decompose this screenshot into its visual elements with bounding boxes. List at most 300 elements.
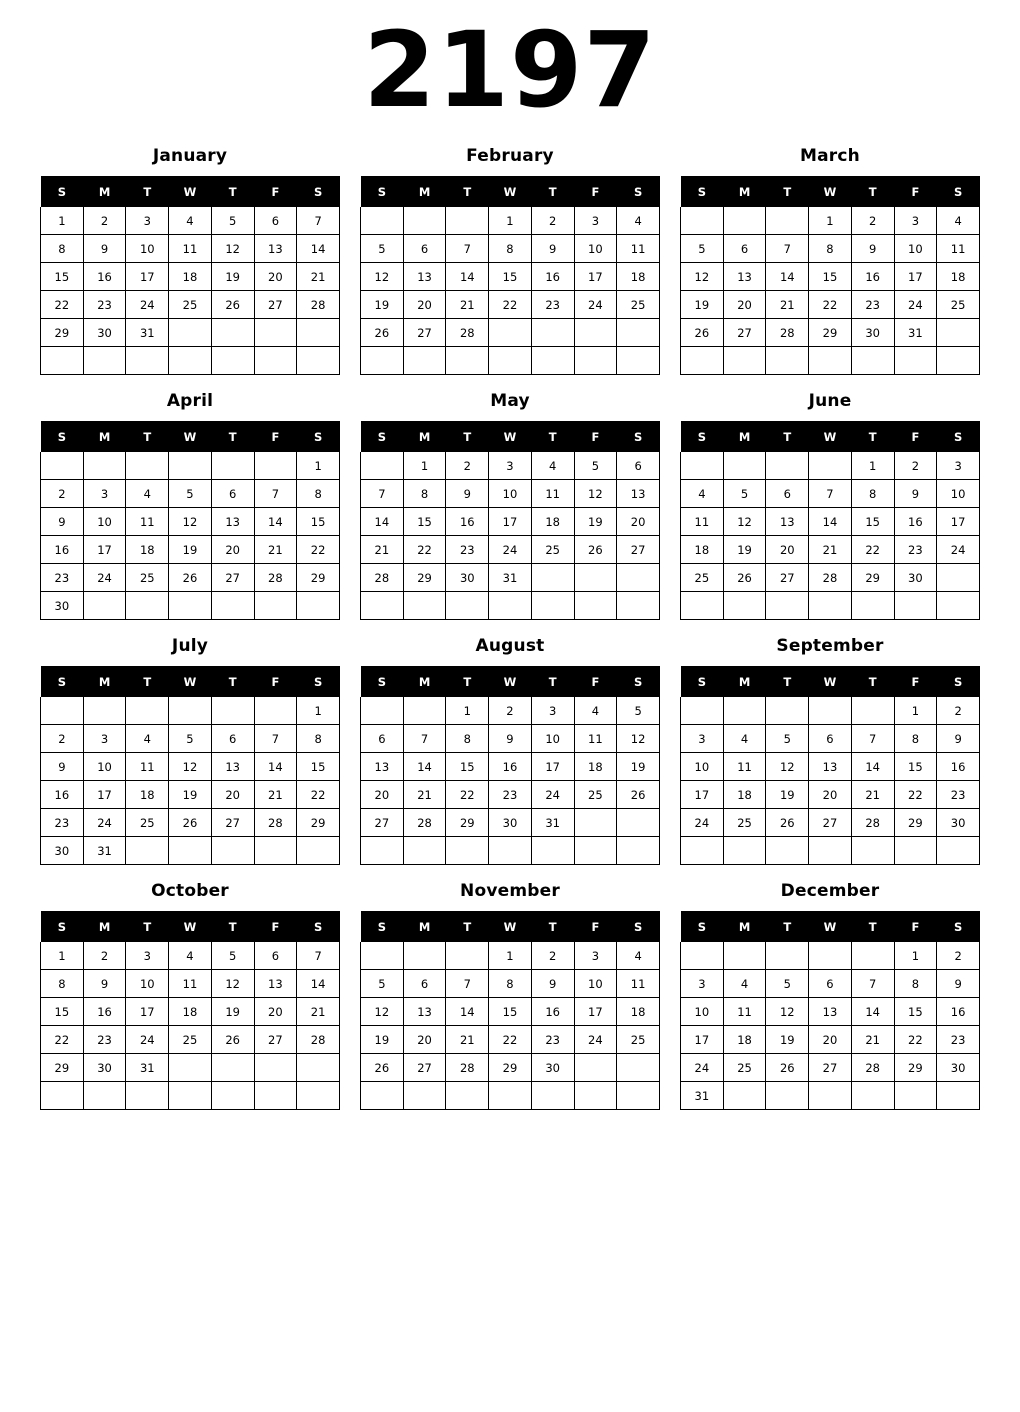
- day-cell[interactable]: 30: [83, 319, 126, 347]
- day-cell[interactable]: 15: [403, 508, 446, 536]
- day-cell[interactable]: 3: [574, 942, 617, 970]
- day-cell[interactable]: 21: [766, 291, 809, 319]
- day-cell[interactable]: 8: [489, 970, 532, 998]
- day-cell[interactable]: 6: [617, 452, 660, 480]
- day-cell[interactable]: 1: [809, 207, 852, 235]
- day-cell[interactable]: 15: [809, 263, 852, 291]
- day-cell[interactable]: 7: [254, 725, 297, 753]
- day-cell[interactable]: 15: [894, 998, 937, 1026]
- day-cell[interactable]: 26: [211, 1026, 254, 1054]
- day-cell[interactable]: 10: [937, 480, 980, 508]
- day-cell[interactable]: 21: [361, 536, 404, 564]
- day-cell[interactable]: 11: [681, 508, 724, 536]
- day-cell[interactable]: 8: [851, 480, 894, 508]
- day-cell[interactable]: 14: [297, 235, 340, 263]
- day-cell[interactable]: 16: [531, 998, 574, 1026]
- day-cell[interactable]: 4: [126, 725, 169, 753]
- day-cell[interactable]: 3: [126, 942, 169, 970]
- day-cell[interactable]: 22: [851, 536, 894, 564]
- day-cell[interactable]: 24: [83, 809, 126, 837]
- day-cell[interactable]: 18: [723, 781, 766, 809]
- day-cell[interactable]: 6: [211, 480, 254, 508]
- day-cell[interactable]: 24: [126, 1026, 169, 1054]
- day-cell[interactable]: 8: [489, 235, 532, 263]
- day-cell[interactable]: 25: [723, 809, 766, 837]
- day-cell[interactable]: 15: [446, 753, 489, 781]
- day-cell[interactable]: 13: [617, 480, 660, 508]
- day-cell[interactable]: 15: [297, 753, 340, 781]
- day-cell[interactable]: 1: [297, 452, 340, 480]
- day-cell[interactable]: 9: [531, 235, 574, 263]
- day-cell[interactable]: 10: [126, 235, 169, 263]
- day-cell[interactable]: 26: [617, 781, 660, 809]
- day-cell[interactable]: 4: [169, 207, 212, 235]
- day-cell[interactable]: 27: [211, 564, 254, 592]
- day-cell[interactable]: 23: [446, 536, 489, 564]
- day-cell[interactable]: 3: [574, 207, 617, 235]
- day-cell[interactable]: 25: [169, 291, 212, 319]
- day-cell[interactable]: 27: [403, 319, 446, 347]
- day-cell[interactable]: 1: [403, 452, 446, 480]
- day-cell[interactable]: 5: [211, 942, 254, 970]
- day-cell[interactable]: 28: [766, 319, 809, 347]
- day-cell[interactable]: 6: [254, 942, 297, 970]
- day-cell[interactable]: 29: [809, 319, 852, 347]
- day-cell[interactable]: 23: [851, 291, 894, 319]
- day-cell[interactable]: 18: [723, 1026, 766, 1054]
- day-cell[interactable]: 1: [41, 207, 84, 235]
- day-cell[interactable]: 7: [446, 235, 489, 263]
- day-cell[interactable]: 10: [83, 508, 126, 536]
- day-cell[interactable]: 29: [894, 809, 937, 837]
- day-cell[interactable]: 2: [489, 697, 532, 725]
- day-cell[interactable]: 23: [83, 291, 126, 319]
- day-cell[interactable]: 20: [809, 781, 852, 809]
- day-cell[interactable]: 25: [169, 1026, 212, 1054]
- day-cell[interactable]: 19: [211, 263, 254, 291]
- day-cell[interactable]: 5: [361, 235, 404, 263]
- day-cell[interactable]: 16: [489, 753, 532, 781]
- day-cell[interactable]: 7: [446, 970, 489, 998]
- day-cell[interactable]: 13: [211, 753, 254, 781]
- day-cell[interactable]: 21: [851, 1026, 894, 1054]
- day-cell[interactable]: 23: [937, 1026, 980, 1054]
- day-cell[interactable]: 20: [211, 781, 254, 809]
- day-cell[interactable]: 15: [297, 508, 340, 536]
- day-cell[interactable]: 30: [937, 809, 980, 837]
- day-cell[interactable]: 16: [41, 536, 84, 564]
- day-cell[interactable]: 22: [489, 291, 532, 319]
- day-cell[interactable]: 28: [851, 809, 894, 837]
- day-cell[interactable]: 13: [254, 235, 297, 263]
- day-cell[interactable]: 20: [766, 536, 809, 564]
- day-cell[interactable]: 15: [41, 998, 84, 1026]
- day-cell[interactable]: 14: [403, 753, 446, 781]
- day-cell[interactable]: 5: [574, 452, 617, 480]
- day-cell[interactable]: 23: [41, 809, 84, 837]
- day-cell[interactable]: 23: [531, 1026, 574, 1054]
- day-cell[interactable]: 31: [83, 837, 126, 865]
- day-cell[interactable]: 5: [211, 207, 254, 235]
- day-cell[interactable]: 24: [681, 1054, 724, 1082]
- day-cell[interactable]: 1: [446, 697, 489, 725]
- day-cell[interactable]: 19: [617, 753, 660, 781]
- day-cell[interactable]: 30: [83, 1054, 126, 1082]
- day-cell[interactable]: 9: [41, 753, 84, 781]
- day-cell[interactable]: 26: [766, 809, 809, 837]
- day-cell[interactable]: 30: [851, 319, 894, 347]
- day-cell[interactable]: 11: [937, 235, 980, 263]
- day-cell[interactable]: 25: [617, 1026, 660, 1054]
- day-cell[interactable]: 25: [531, 536, 574, 564]
- day-cell[interactable]: 13: [809, 753, 852, 781]
- day-cell[interactable]: 13: [403, 998, 446, 1026]
- day-cell[interactable]: 21: [254, 781, 297, 809]
- day-cell[interactable]: 4: [617, 207, 660, 235]
- day-cell[interactable]: 7: [254, 480, 297, 508]
- day-cell[interactable]: 30: [489, 809, 532, 837]
- day-cell[interactable]: 12: [681, 263, 724, 291]
- day-cell[interactable]: 3: [937, 452, 980, 480]
- day-cell[interactable]: 7: [851, 970, 894, 998]
- day-cell[interactable]: 17: [681, 1026, 724, 1054]
- day-cell[interactable]: 20: [361, 781, 404, 809]
- day-cell[interactable]: 20: [254, 998, 297, 1026]
- day-cell[interactable]: 23: [41, 564, 84, 592]
- day-cell[interactable]: 21: [446, 1026, 489, 1054]
- day-cell[interactable]: 29: [297, 564, 340, 592]
- day-cell[interactable]: 3: [83, 480, 126, 508]
- day-cell[interactable]: 8: [403, 480, 446, 508]
- day-cell[interactable]: 27: [403, 1054, 446, 1082]
- day-cell[interactable]: 22: [403, 536, 446, 564]
- day-cell[interactable]: 15: [851, 508, 894, 536]
- day-cell[interactable]: 8: [446, 725, 489, 753]
- day-cell[interactable]: 23: [937, 781, 980, 809]
- day-cell[interactable]: 12: [766, 998, 809, 1026]
- day-cell[interactable]: 7: [766, 235, 809, 263]
- day-cell[interactable]: 17: [126, 998, 169, 1026]
- day-cell[interactable]: 9: [83, 235, 126, 263]
- day-cell[interactable]: 22: [809, 291, 852, 319]
- day-cell[interactable]: 22: [41, 291, 84, 319]
- day-cell[interactable]: 3: [894, 207, 937, 235]
- day-cell[interactable]: 2: [41, 725, 84, 753]
- day-cell[interactable]: 26: [211, 291, 254, 319]
- day-cell[interactable]: 23: [83, 1026, 126, 1054]
- day-cell[interactable]: 13: [254, 970, 297, 998]
- day-cell[interactable]: 17: [489, 508, 532, 536]
- day-cell[interactable]: 28: [254, 564, 297, 592]
- day-cell[interactable]: 19: [169, 781, 212, 809]
- day-cell[interactable]: 1: [489, 207, 532, 235]
- day-cell[interactable]: 29: [489, 1054, 532, 1082]
- day-cell[interactable]: 15: [489, 998, 532, 1026]
- day-cell[interactable]: 20: [403, 291, 446, 319]
- day-cell[interactable]: 26: [574, 536, 617, 564]
- day-cell[interactable]: 16: [894, 508, 937, 536]
- day-cell[interactable]: 18: [937, 263, 980, 291]
- day-cell[interactable]: 15: [489, 263, 532, 291]
- day-cell[interactable]: 19: [361, 1026, 404, 1054]
- day-cell[interactable]: 26: [361, 1054, 404, 1082]
- day-cell[interactable]: 18: [531, 508, 574, 536]
- day-cell[interactable]: 26: [169, 564, 212, 592]
- day-cell[interactable]: 31: [681, 1082, 724, 1110]
- day-cell[interactable]: 5: [766, 725, 809, 753]
- day-cell[interactable]: 6: [254, 207, 297, 235]
- day-cell[interactable]: 19: [723, 536, 766, 564]
- day-cell[interactable]: 16: [446, 508, 489, 536]
- day-cell[interactable]: 23: [531, 291, 574, 319]
- day-cell[interactable]: 22: [894, 781, 937, 809]
- day-cell[interactable]: 19: [766, 1026, 809, 1054]
- day-cell[interactable]: 2: [446, 452, 489, 480]
- day-cell[interactable]: 9: [83, 970, 126, 998]
- day-cell[interactable]: 18: [126, 781, 169, 809]
- day-cell[interactable]: 24: [574, 291, 617, 319]
- day-cell[interactable]: 19: [361, 291, 404, 319]
- day-cell[interactable]: 1: [894, 697, 937, 725]
- day-cell[interactable]: 10: [574, 235, 617, 263]
- day-cell[interactable]: 2: [41, 480, 84, 508]
- day-cell[interactable]: 18: [681, 536, 724, 564]
- day-cell[interactable]: 11: [617, 235, 660, 263]
- day-cell[interactable]: 31: [489, 564, 532, 592]
- day-cell[interactable]: 26: [681, 319, 724, 347]
- day-cell[interactable]: 29: [41, 1054, 84, 1082]
- day-cell[interactable]: 4: [617, 942, 660, 970]
- day-cell[interactable]: 4: [723, 970, 766, 998]
- day-cell[interactable]: 13: [723, 263, 766, 291]
- day-cell[interactable]: 9: [937, 970, 980, 998]
- day-cell[interactable]: 11: [723, 998, 766, 1026]
- day-cell[interactable]: 8: [297, 480, 340, 508]
- day-cell[interactable]: 16: [937, 998, 980, 1026]
- day-cell[interactable]: 22: [894, 1026, 937, 1054]
- day-cell[interactable]: 11: [531, 480, 574, 508]
- day-cell[interactable]: 13: [809, 998, 852, 1026]
- day-cell[interactable]: 9: [489, 725, 532, 753]
- day-cell[interactable]: 1: [851, 452, 894, 480]
- day-cell[interactable]: 30: [894, 564, 937, 592]
- day-cell[interactable]: 6: [403, 970, 446, 998]
- day-cell[interactable]: 18: [169, 263, 212, 291]
- day-cell[interactable]: 27: [723, 319, 766, 347]
- day-cell[interactable]: 12: [766, 753, 809, 781]
- day-cell[interactable]: 7: [403, 725, 446, 753]
- day-cell[interactable]: 6: [403, 235, 446, 263]
- day-cell[interactable]: 12: [211, 970, 254, 998]
- day-cell[interactable]: 19: [169, 536, 212, 564]
- day-cell[interactable]: 14: [446, 263, 489, 291]
- day-cell[interactable]: 6: [361, 725, 404, 753]
- day-cell[interactable]: 27: [361, 809, 404, 837]
- day-cell[interactable]: 12: [361, 263, 404, 291]
- day-cell[interactable]: 2: [851, 207, 894, 235]
- day-cell[interactable]: 12: [169, 508, 212, 536]
- day-cell[interactable]: 4: [531, 452, 574, 480]
- day-cell[interactable]: 12: [211, 235, 254, 263]
- day-cell[interactable]: 29: [894, 1054, 937, 1082]
- day-cell[interactable]: 30: [531, 1054, 574, 1082]
- day-cell[interactable]: 17: [83, 781, 126, 809]
- day-cell[interactable]: 15: [41, 263, 84, 291]
- day-cell[interactable]: 2: [894, 452, 937, 480]
- day-cell[interactable]: 11: [169, 235, 212, 263]
- day-cell[interactable]: 18: [574, 753, 617, 781]
- day-cell[interactable]: 31: [894, 319, 937, 347]
- day-cell[interactable]: 24: [574, 1026, 617, 1054]
- day-cell[interactable]: 18: [126, 536, 169, 564]
- day-cell[interactable]: 28: [403, 809, 446, 837]
- day-cell[interactable]: 24: [531, 781, 574, 809]
- day-cell[interactable]: 8: [41, 235, 84, 263]
- day-cell[interactable]: 23: [894, 536, 937, 564]
- day-cell[interactable]: 3: [681, 725, 724, 753]
- day-cell[interactable]: 25: [126, 809, 169, 837]
- day-cell[interactable]: 21: [254, 536, 297, 564]
- day-cell[interactable]: 6: [723, 235, 766, 263]
- day-cell[interactable]: 16: [41, 781, 84, 809]
- day-cell[interactable]: 28: [361, 564, 404, 592]
- day-cell[interactable]: 28: [809, 564, 852, 592]
- day-cell[interactable]: 29: [41, 319, 84, 347]
- day-cell[interactable]: 4: [681, 480, 724, 508]
- day-cell[interactable]: 12: [361, 998, 404, 1026]
- day-cell[interactable]: 18: [617, 998, 660, 1026]
- day-cell[interactable]: 10: [531, 725, 574, 753]
- day-cell[interactable]: 17: [894, 263, 937, 291]
- day-cell[interactable]: 12: [574, 480, 617, 508]
- day-cell[interactable]: 25: [681, 564, 724, 592]
- day-cell[interactable]: 27: [254, 1026, 297, 1054]
- day-cell[interactable]: 19: [574, 508, 617, 536]
- day-cell[interactable]: 31: [126, 1054, 169, 1082]
- day-cell[interactable]: 1: [894, 942, 937, 970]
- day-cell[interactable]: 28: [446, 1054, 489, 1082]
- day-cell[interactable]: 27: [211, 809, 254, 837]
- day-cell[interactable]: 8: [894, 725, 937, 753]
- day-cell[interactable]: 10: [126, 970, 169, 998]
- day-cell[interactable]: 14: [766, 263, 809, 291]
- day-cell[interactable]: 21: [297, 263, 340, 291]
- day-cell[interactable]: 22: [446, 781, 489, 809]
- day-cell[interactable]: 3: [83, 725, 126, 753]
- day-cell[interactable]: 29: [297, 809, 340, 837]
- day-cell[interactable]: 11: [169, 970, 212, 998]
- day-cell[interactable]: 11: [126, 508, 169, 536]
- day-cell[interactable]: 10: [83, 753, 126, 781]
- day-cell[interactable]: 2: [937, 942, 980, 970]
- day-cell[interactable]: 28: [297, 291, 340, 319]
- day-cell[interactable]: 14: [361, 508, 404, 536]
- day-cell[interactable]: 9: [446, 480, 489, 508]
- day-cell[interactable]: 17: [531, 753, 574, 781]
- day-cell[interactable]: 3: [126, 207, 169, 235]
- day-cell[interactable]: 12: [617, 725, 660, 753]
- day-cell[interactable]: 17: [937, 508, 980, 536]
- day-cell[interactable]: 5: [723, 480, 766, 508]
- day-cell[interactable]: 20: [809, 1026, 852, 1054]
- day-cell[interactable]: 29: [851, 564, 894, 592]
- day-cell[interactable]: 13: [361, 753, 404, 781]
- day-cell[interactable]: 5: [617, 697, 660, 725]
- day-cell[interactable]: 27: [809, 1054, 852, 1082]
- day-cell[interactable]: 18: [617, 263, 660, 291]
- day-cell[interactable]: 7: [851, 725, 894, 753]
- day-cell[interactable]: 11: [126, 753, 169, 781]
- day-cell[interactable]: 21: [403, 781, 446, 809]
- day-cell[interactable]: 2: [83, 942, 126, 970]
- day-cell[interactable]: 19: [766, 781, 809, 809]
- day-cell[interactable]: 6: [211, 725, 254, 753]
- day-cell[interactable]: 14: [851, 998, 894, 1026]
- day-cell[interactable]: 5: [169, 480, 212, 508]
- day-cell[interactable]: 26: [361, 319, 404, 347]
- day-cell[interactable]: 11: [617, 970, 660, 998]
- day-cell[interactable]: 7: [297, 207, 340, 235]
- day-cell[interactable]: 9: [531, 970, 574, 998]
- day-cell[interactable]: 7: [361, 480, 404, 508]
- day-cell[interactable]: 21: [297, 998, 340, 1026]
- day-cell[interactable]: 2: [531, 942, 574, 970]
- day-cell[interactable]: 22: [297, 781, 340, 809]
- day-cell[interactable]: 4: [169, 942, 212, 970]
- day-cell[interactable]: 7: [297, 942, 340, 970]
- day-cell[interactable]: 14: [297, 970, 340, 998]
- day-cell[interactable]: 30: [41, 837, 84, 865]
- day-cell[interactable]: 28: [851, 1054, 894, 1082]
- day-cell[interactable]: 19: [211, 998, 254, 1026]
- day-cell[interactable]: 19: [681, 291, 724, 319]
- day-cell[interactable]: 11: [723, 753, 766, 781]
- day-cell[interactable]: 21: [809, 536, 852, 564]
- day-cell[interactable]: 22: [297, 536, 340, 564]
- day-cell[interactable]: 5: [361, 970, 404, 998]
- day-cell[interactable]: 13: [766, 508, 809, 536]
- day-cell[interactable]: 30: [41, 592, 84, 620]
- day-cell[interactable]: 25: [617, 291, 660, 319]
- day-cell[interactable]: 17: [126, 263, 169, 291]
- day-cell[interactable]: 10: [574, 970, 617, 998]
- day-cell[interactable]: 25: [937, 291, 980, 319]
- day-cell[interactable]: 5: [766, 970, 809, 998]
- day-cell[interactable]: 28: [254, 809, 297, 837]
- day-cell[interactable]: 25: [723, 1054, 766, 1082]
- day-cell[interactable]: 2: [83, 207, 126, 235]
- day-cell[interactable]: 20: [254, 263, 297, 291]
- day-cell[interactable]: 4: [126, 480, 169, 508]
- day-cell[interactable]: 18: [169, 998, 212, 1026]
- day-cell[interactable]: 10: [894, 235, 937, 263]
- day-cell[interactable]: 29: [446, 809, 489, 837]
- day-cell[interactable]: 22: [489, 1026, 532, 1054]
- day-cell[interactable]: 8: [41, 970, 84, 998]
- day-cell[interactable]: 1: [297, 697, 340, 725]
- day-cell[interactable]: 14: [809, 508, 852, 536]
- day-cell[interactable]: 13: [211, 508, 254, 536]
- day-cell[interactable]: 22: [41, 1026, 84, 1054]
- day-cell[interactable]: 17: [681, 781, 724, 809]
- day-cell[interactable]: 6: [809, 725, 852, 753]
- day-cell[interactable]: 1: [489, 942, 532, 970]
- day-cell[interactable]: 21: [851, 781, 894, 809]
- day-cell[interactable]: 6: [766, 480, 809, 508]
- day-cell[interactable]: 27: [254, 291, 297, 319]
- day-cell[interactable]: 9: [937, 725, 980, 753]
- day-cell[interactable]: 28: [446, 319, 489, 347]
